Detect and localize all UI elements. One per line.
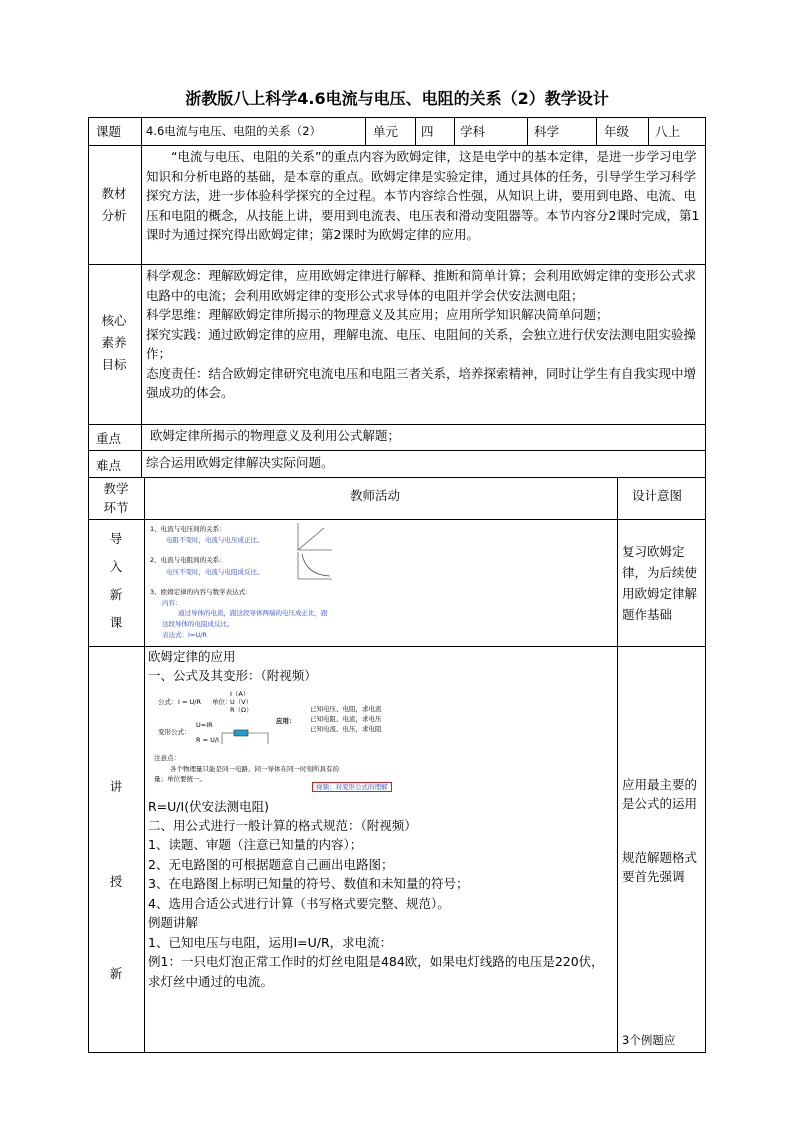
key-point-label: 重点 bbox=[96, 431, 122, 446]
lecture-stage-char: 授 bbox=[109, 874, 123, 889]
table-rule bbox=[596, 117, 597, 145]
slide-formula-label: 公式： bbox=[158, 698, 178, 706]
literacy-label-line: 目标 bbox=[101, 357, 127, 372]
stage-char: 导 bbox=[109, 531, 123, 546]
slide-note-1: 各个物理量只能是同一电路、同一导体在同一时刻所具有的 bbox=[170, 765, 339, 773]
literacy-line: 科学思维：理解欧姆定律所揭示的物理意义及其应用；应用所学知识解决简单问题； bbox=[146, 307, 609, 322]
lecture-stage-char: 新 bbox=[109, 966, 123, 981]
stage-header bbox=[88, 479, 144, 517]
literacy-line: 态度责任：结合欧姆定律研究电流电压和电阻三者关系，培养探索精神，同时让学生有自我实现中增强成功的体会。 bbox=[146, 365, 697, 400]
table-rule bbox=[88, 145, 706, 146]
step-item: 2、无电路图的可根据题意自己画出电路图； bbox=[148, 857, 394, 872]
analysis-label-line: 教材 bbox=[101, 186, 127, 201]
table-border-right bbox=[705, 117, 706, 1053]
example-1-text: 例1：一只电灯泡正常工作时的灯丝电阻是484欧，如果电灯线路的电压是220伏，求灯丝中通过的电流。 bbox=[148, 954, 604, 989]
step-item: 3、在电路图上标明已知量的符号、数值和未知量的符号； bbox=[148, 876, 469, 891]
literacy-line: 探究实践：通过欧姆定律的应用，理解电流、电压、电阻间的关系，会独立进行伏安法测电阻实验操作； bbox=[146, 326, 697, 361]
slide-variant-2: R = U/I bbox=[196, 736, 219, 744]
slide-note-2: 量；单位要统一。 bbox=[154, 775, 206, 783]
table-rule bbox=[365, 117, 366, 145]
lecture-section1: 一、公式及其变形：（附视频） bbox=[148, 668, 317, 683]
formula-line: R=U/I(伏安法测电阻) bbox=[148, 799, 269, 814]
intro-slide-item3-sub3: 这段导体的电阻成反比。 bbox=[162, 620, 234, 628]
table-border-top bbox=[88, 117, 706, 118]
table-rule bbox=[88, 477, 706, 478]
table-rule bbox=[415, 117, 416, 145]
table-rule bbox=[527, 117, 528, 145]
slide-units-label: 单位： bbox=[212, 698, 232, 706]
table-rule bbox=[648, 117, 649, 145]
intro-slide-item2: 2、电流与电阻间的关系： bbox=[150, 556, 226, 564]
subject-value: 科学 bbox=[534, 124, 560, 139]
table-rule bbox=[141, 117, 142, 477]
subject-label: 学科 bbox=[460, 124, 486, 139]
video-link-box[interactable]: 视频：对变形公式的理解 bbox=[312, 782, 392, 792]
intro-slide-item1-sub: 电阻不变时，电流与电压成正比。 bbox=[166, 536, 264, 544]
example-heading: 例题讲解 bbox=[148, 915, 199, 930]
slide-unit-U: U（V） bbox=[230, 698, 253, 706]
topic-value: 4.6电流与电压、电阻的关系（2） bbox=[146, 124, 322, 138]
analysis-text: “电流与电压、电阻的关系”的重点内容为欧姆定律，这是电学中的基本定律，是进一步学习电学知识和分析电路的基础，是本章的重点。欧姆定律是实验定律，通过具体的任务，引导学生学习科学探究方法，进一步体验科学探究的全过程。本节内容综合性强，从知识上讲，要用到电路、电流、电压和电阻的概念，从技能上讲，要用到电流表、电压表和滑动变阻器等。本节内容分2课时完成，第1课时为通过探究得出欧姆定律；第2课时为欧姆定律的应用。 bbox=[146, 149, 700, 242]
slide-note-label: 注意点： bbox=[154, 754, 180, 762]
intro-slide-item1: 1、电流与电压间的关系： bbox=[150, 525, 226, 533]
stage-char: 课 bbox=[109, 615, 123, 630]
stage-header-line: 教学 bbox=[103, 481, 129, 496]
slide-variant-label: 变形公式： bbox=[158, 728, 191, 736]
circuit-thumbnail bbox=[222, 724, 272, 748]
lecture-intent-1: 应用最主要的是公式的运用 bbox=[622, 777, 698, 811]
activity-header: 教师活动 bbox=[350, 488, 401, 503]
stage-char: 新 bbox=[109, 587, 123, 602]
lecture-section2: 二、用公式进行一般计算的格式规范：（附视频） bbox=[148, 818, 417, 833]
slide-apply-label: 应用： bbox=[276, 717, 296, 725]
stage-char: 入 bbox=[109, 559, 123, 574]
intro-slide-item2-sub: 电压不变时，电流与电阻成反比。 bbox=[166, 568, 264, 576]
difficulty-text: 综合运用欧姆定律解决实际问题。 bbox=[146, 455, 334, 470]
table-rule bbox=[88, 519, 706, 520]
lecture-intent-2: 规范解题格式要首先强调 bbox=[622, 850, 698, 884]
literacy-line: 科学观念：理解欧姆定律，应用欧姆定律进行解释、推断和简单计算；会利用欧姆定律的变形公式求电路中的电流；会利用欧姆定律的变形公式求导体的电阻并学会伏安法测电阻； bbox=[146, 268, 697, 303]
lecture-intent-3: 3个例题应 bbox=[622, 1033, 676, 1047]
analysis-label-line: 分析 bbox=[101, 208, 127, 223]
slide-unit-R: R（Ω） bbox=[230, 706, 253, 714]
table-rule bbox=[454, 117, 455, 145]
intro-slide-item3: 3、欧姆定律的内容与数学表达式： bbox=[150, 588, 252, 596]
table-rule bbox=[144, 477, 145, 1053]
grade-value: 八上 bbox=[655, 124, 681, 139]
grade-label: 年级 bbox=[604, 124, 630, 139]
slide-apply-2: 已知电阻、电流，求电压 bbox=[310, 715, 382, 723]
stage-header-line: 环节 bbox=[103, 500, 129, 515]
literacy-label-line: 素养 bbox=[101, 335, 127, 350]
unit-value: 四 bbox=[421, 124, 434, 139]
intro-stage-label bbox=[88, 525, 144, 637]
literacy-label-line: 核心 bbox=[101, 313, 127, 328]
slide-unit-I: I（A） bbox=[230, 690, 250, 698]
table-border-bottom bbox=[88, 1052, 706, 1053]
unit-label: 单元 bbox=[373, 124, 399, 139]
table-rule bbox=[88, 450, 706, 451]
key-point-text: 欧姆定律所揭示的物理意义及利用公式解题； bbox=[150, 428, 401, 443]
table-rule bbox=[617, 477, 618, 1053]
slide-apply-1: 已知电压、电阻，求电流 bbox=[310, 705, 382, 713]
table-rule bbox=[88, 264, 706, 265]
intro-intent: 复习欧姆定律，为后续使用欧姆定律解题作基础 bbox=[622, 544, 698, 622]
lecture-heading: 欧姆定律的应用 bbox=[148, 649, 236, 664]
topic-label: 课题 bbox=[96, 124, 122, 139]
current-resistance-graph bbox=[294, 551, 334, 583]
page-title: 浙教版八上科学4.6电流与电压、电阻的关系（2）教学设计 bbox=[185, 89, 609, 108]
intro-slide-item3-sub4: 表达式：I=U/R bbox=[162, 631, 207, 639]
difficulty-label: 难点 bbox=[96, 458, 122, 473]
slide-apply-3: 已知电流、电压，求电阻 bbox=[310, 725, 382, 733]
example-1-title: 1、已知电压与电阻，运用I=U/R，求电流： bbox=[148, 935, 393, 950]
step-item: 1、读题、审题（注意已知量的内容）； bbox=[148, 837, 363, 852]
literacy-text bbox=[146, 266, 700, 403]
literacy-label bbox=[86, 310, 142, 376]
analysis-label bbox=[86, 183, 142, 227]
intent-header: 设计意图 bbox=[632, 488, 683, 503]
lecture-stage-char: 讲 bbox=[109, 779, 123, 794]
slide-variant-1: U=IR bbox=[196, 721, 213, 729]
current-voltage-graph bbox=[294, 522, 334, 554]
slide-formula: I = U/R bbox=[178, 698, 201, 706]
intro-slide-item3-sub2: 通过导体的电流，跟这段导体两端的电压成正比，跟 bbox=[178, 609, 328, 617]
slide-video-link[interactable] bbox=[312, 782, 392, 792]
intro-slide-item3-sub1: 内容： bbox=[162, 599, 182, 607]
table-rule bbox=[88, 424, 706, 425]
step-item: 4、选用合适公式进行计算（书写格式要完整、规范）。 bbox=[148, 896, 450, 911]
